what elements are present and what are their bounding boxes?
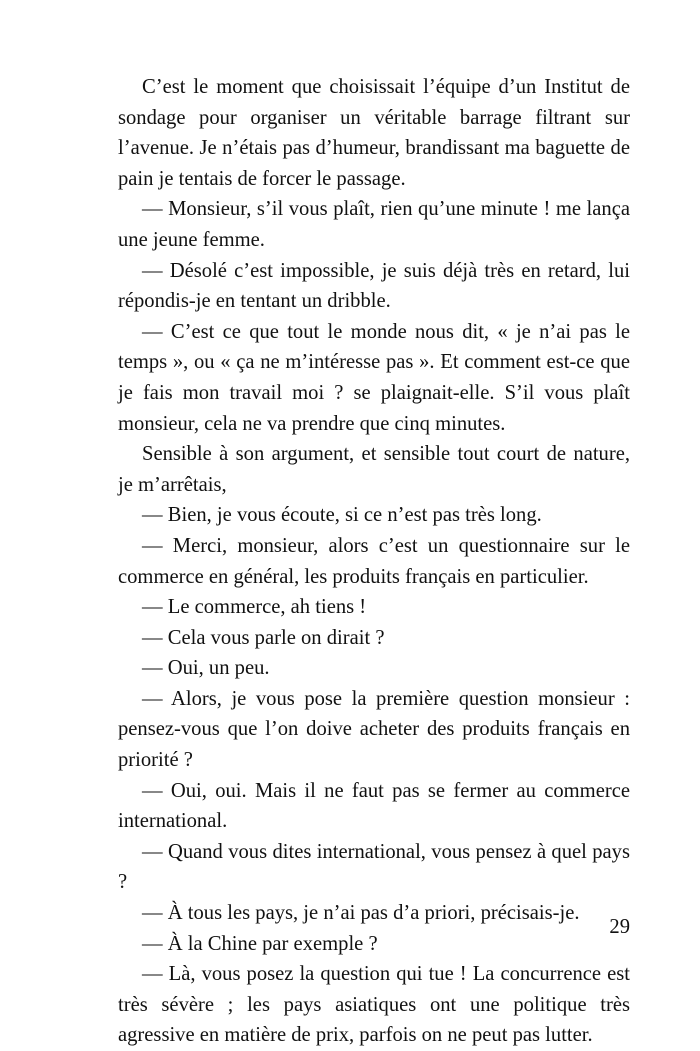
paragraph-13: — Quand vous dites international, vous pensez à quel pays ? — [118, 840, 630, 894]
paragraph-5: Sensible à son argument, et sensible tout court de nature, je m’arrêtais, — [118, 443, 630, 496]
paragraph-6: — Bien, je vous écoute, si ce n’est pas très long. — [142, 504, 542, 527]
paragraph-8: — Le commerce, ah tiens ! — [142, 596, 367, 619]
paragraph-2: — Monsieur, s’il vous plaît, rien qu’une minute ! me lança une jeune femme. — [118, 198, 630, 251]
paragraph-12: — Oui, oui. Mais il ne faut pas se fermer au commerce international. — [118, 779, 630, 833]
paragraph-10: — Oui, un peu. — [142, 657, 270, 680]
body-text — [118, 72, 630, 1051]
paragraph-9: — Cela vous parle on dirait ? — [142, 626, 385, 649]
paragraph-14: — À tous les pays, je n’ai pas d’a priori, précisais-je. — [142, 902, 580, 925]
page-number: 29 — [609, 916, 630, 938]
paragraph-7: — Merci, monsieur, alors c’est un questionnaire sur le commerce en général, les produits français en particulier. — [118, 534, 630, 588]
paragraph-16: — Là, vous posez la question qui tue ! La concurrence est très sévère ; les pays asiatiques ont une politique très agressive en matière de prix, parfois on ne peut pas lutter. — [118, 963, 630, 1047]
paragraph-15: — À la Chine par exemple ? — [142, 932, 378, 955]
paragraph-3: — Désolé c’est impossible, je suis déjà très en retard, lui répondis-je en tentant un dribble. — [118, 259, 630, 313]
paragraph-4: — C’est ce que tout le monde nous dit, « je n’ai pas le temps », ou « ça ne m’intéresse pas ». Et comment est-ce que je fais mon travail moi ? se plaignait-elle. S’il vous plaît monsieur, cela ne va prendre que cinq minutes. — [118, 320, 630, 435]
paragraph-1: C’est le moment que choisissait l’équipe d’un Institut de sondage pour organiser un véritable barrage filtrant sur l’avenue. Je n’étais pas d’humeur, brandissant ma baguette de pain je tentais de forcer le passage. — [118, 76, 630, 190]
paragraph-11: — Alors, je vous pose la première question monsieur : pensez-vous que l’on doive acheter des produits français en priorité ? — [118, 687, 630, 772]
